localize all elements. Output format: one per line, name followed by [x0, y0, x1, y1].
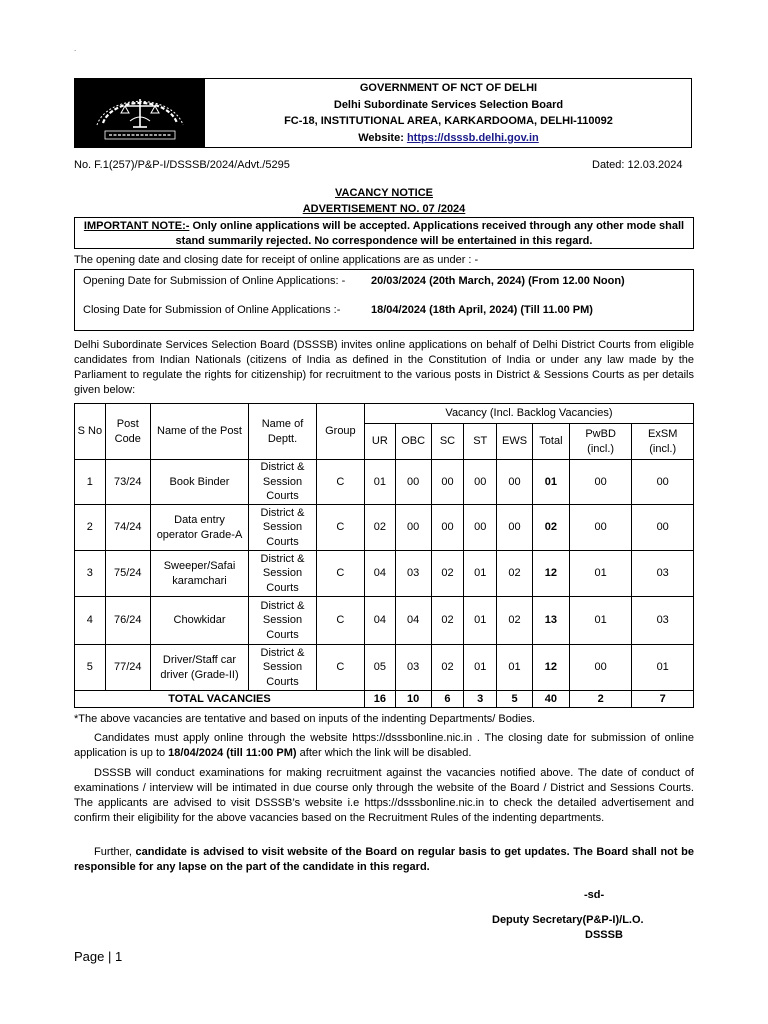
cell-post-name: Data entry operator Grade-A: [150, 505, 248, 551]
cell-deptt: District & Session Courts: [249, 597, 317, 645]
apply-text-2: after which the link will be disabled.: [296, 747, 472, 759]
cell-total: 01: [532, 460, 569, 505]
important-note-label: IMPORTANT NOTE:-: [83, 220, 190, 232]
cell-ews: 02: [497, 551, 533, 597]
vacancy-footnote: *The above vacancies are tentative and based on inputs of the indenting Departments/ Bodies.: [74, 713, 536, 725]
signatory-org: DSSSB: [585, 929, 623, 941]
further-paragraph: [74, 845, 694, 875]
cell-ews: 00: [497, 505, 533, 551]
cell-obc: 03: [395, 645, 431, 691]
total-st: 3: [464, 691, 497, 708]
cell-ews: 02: [497, 597, 533, 645]
apply-text-1: Candidates must apply online through the website https://dsssbonline.nic.in . The closing date for submission of online application is up to: [74, 732, 694, 759]
cell-st: 01: [464, 645, 497, 691]
header-st: ST: [464, 424, 497, 460]
cell-exsm: 03: [632, 551, 694, 597]
cell-sc: 02: [431, 645, 464, 691]
total-pwbd: 2: [569, 691, 632, 708]
cell-sno: 4: [75, 597, 106, 645]
closing-date-label: Closing Date for Submission of Online Applications :-: [83, 304, 341, 316]
cell-exsm: 03: [632, 597, 694, 645]
header-post-code: Post Code: [105, 404, 150, 460]
cell-pwbd: 01: [569, 597, 632, 645]
signatory-designation: Deputy Secretary(P&P-I)/L.O.: [492, 914, 644, 926]
cell-total: 12: [532, 645, 569, 691]
opening-date-label: Opening Date for Submission of Online Applications: -: [83, 275, 346, 287]
total-total: 40: [532, 691, 569, 708]
cell-obc: 04: [395, 597, 431, 645]
letterhead-text: [206, 79, 691, 146]
further-bold-text: candidate is advised to visit website of the Board on regular basis to get updates. The Board shall not be responsible for any lapse on the part of the candidate in this regard.: [74, 846, 694, 873]
table-row: [75, 645, 694, 691]
opening-date-row: [83, 275, 625, 287]
table-header-row: [75, 404, 694, 424]
header-ur: UR: [364, 424, 395, 460]
reference-number: No. F.1(257)/P&P-I/DSSSB/2024/Advt./5295: [74, 159, 290, 171]
cell-sc: 00: [431, 505, 464, 551]
cell-pwbd: 01: [569, 551, 632, 597]
cell-post-code: 74/24: [105, 505, 150, 551]
header-total: Total: [532, 424, 569, 460]
intro-paragraph: Delhi Subordinate Services Selection Board (DSSSB) invites online applications on behalf of Delhi District Courts from eligible candidates from Indian Nationals (citizens of India as defined in the Constitution of India or under any law made by the Parliament to regulate the rights for citizenship) for recruitment to the various posts in District & Sessions Courts as per details given below:: [74, 339, 694, 396]
total-sc: 6: [431, 691, 464, 708]
cell-total: 12: [532, 551, 569, 597]
closing-date-row: [83, 304, 593, 316]
cell-exsm: 00: [632, 505, 694, 551]
opening-date-value: 20/03/2024 (20th March, 2024) (From 12.00 Noon): [371, 275, 625, 287]
cell-post-code: 76/24: [105, 597, 150, 645]
cell-pwbd: 00: [569, 505, 632, 551]
cell-deptt: District & Session Courts: [249, 551, 317, 597]
page-number: Page | 1: [74, 949, 123, 964]
cell-sc: 02: [431, 597, 464, 645]
cell-exsm: 00: [632, 460, 694, 505]
cell-ur: 04: [364, 551, 395, 597]
cell-deptt: District & Session Courts: [249, 505, 317, 551]
cell-post-code: 73/24: [105, 460, 150, 505]
exam-paragraph: DSSSB will conduct examinations for making recruitment against the vacancies notified above. The date of conduct of examinations / interview will be intimated in due course only through the website of the Board / District and Sessions Courts. The applicants are advised to visit DSSSB’s website i.e https://dsssbonline.nic.in to check the detailed advertisement and confirm their eligibility for the above vacancies based on the Recruitment Rules of the indenting departments.: [74, 767, 694, 824]
cell-sc: 00: [431, 460, 464, 505]
page-dot: .: [74, 44, 77, 53]
cell-st: 01: [464, 551, 497, 597]
header-sc: SC: [431, 424, 464, 460]
header-exsm: ExSM (incl.): [632, 424, 694, 460]
total-row: [75, 691, 694, 708]
cell-post-name: Sweeper/Safai karamchari: [150, 551, 248, 597]
cell-group: C: [316, 597, 364, 645]
cell-sno: 2: [75, 505, 106, 551]
table-row: [75, 460, 694, 505]
cell-sc: 02: [431, 551, 464, 597]
cell-deptt: District & Session Courts: [249, 645, 317, 691]
cell-obc: 00: [395, 460, 431, 505]
important-note: [74, 217, 694, 249]
application-dates: [74, 269, 694, 331]
cell-group: C: [316, 645, 364, 691]
cell-ur: 01: [364, 460, 395, 505]
table-row: [75, 597, 694, 645]
cell-ur: 04: [364, 597, 395, 645]
header-sno: S No: [75, 404, 106, 460]
dates-intro: The opening date and closing date for receipt of online applications are as under : -: [74, 254, 479, 266]
cell-sno: 5: [75, 645, 106, 691]
important-note-text1: Only online applications will be accepted. Applications received through any other mode shall: [189, 220, 685, 232]
cell-ews: 01: [497, 645, 533, 691]
apply-closing-date: 18/04/2024 (till 11:00 PM): [168, 747, 297, 759]
govt-name: GOVERNMENT OF NCT OF DELHI: [359, 82, 538, 94]
website-label: Website:: [358, 131, 407, 144]
header-group: Group: [316, 404, 364, 460]
letterhead: [74, 78, 692, 148]
website-line: [206, 130, 691, 147]
cell-st: 00: [464, 460, 497, 505]
cell-total: 13: [532, 597, 569, 645]
cell-sno: 3: [75, 551, 106, 597]
board-address: FC-18, INSTITUTIONAL AREA, KARKARDOOMA, DELHI-110092: [284, 115, 613, 127]
table-row: [75, 551, 694, 597]
cell-post-code: 77/24: [105, 645, 150, 691]
date: Dated: 12.03.2024: [592, 159, 683, 171]
cell-st: 00: [464, 505, 497, 551]
cell-exsm: 01: [632, 645, 694, 691]
cell-pwbd: 00: [569, 460, 632, 505]
cell-ur: 05: [364, 645, 395, 691]
cell-post-name: Driver/Staff car driver (Grade-II): [150, 645, 248, 691]
cell-ur: 02: [364, 505, 395, 551]
important-note-text2: stand summarily rejected. No correspondence will be entertained in this regard.: [175, 235, 593, 247]
cell-group: C: [316, 551, 364, 597]
cell-group: C: [316, 505, 364, 551]
advertisement-number: ADVERTISEMENT NO. 07 /2024: [302, 203, 466, 215]
total-ews: 5: [497, 691, 533, 708]
total-exsm: 7: [632, 691, 694, 708]
total-ur: 16: [364, 691, 395, 708]
total-obc: 10: [395, 691, 431, 708]
closing-date-value: 18/04/2024 (18th April, 2024) (Till 11.00 PM): [371, 304, 593, 316]
cell-group: C: [316, 460, 364, 505]
cell-obc: 03: [395, 551, 431, 597]
cell-ews: 00: [497, 460, 533, 505]
apply-paragraph: [74, 731, 694, 761]
further-text: Further,: [94, 846, 136, 858]
table-row: [75, 505, 694, 551]
website-link[interactable]: https://dsssb.delhi.gov.in: [406, 131, 539, 144]
cell-post-code: 75/24: [105, 551, 150, 597]
header-ews: EWS: [497, 424, 533, 460]
header-deptt: Name of Deptt.: [249, 404, 317, 460]
dsssb-logo: [75, 79, 205, 147]
header-pwbd: PwBD (incl.): [569, 424, 632, 460]
signature-mark: -sd-: [584, 889, 605, 901]
cell-obc: 00: [395, 505, 431, 551]
cell-pwbd: 00: [569, 645, 632, 691]
cell-st: 01: [464, 597, 497, 645]
vacancy-table: [74, 403, 694, 708]
notice-title: VACANCY NOTICE: [335, 187, 433, 199]
cell-post-name: Chowkidar: [150, 597, 248, 645]
cell-sno: 1: [75, 460, 106, 505]
header-vacancy: Vacancy (Incl. Backlog Vacancies): [364, 404, 693, 424]
board-name: Delhi Subordinate Services Selection Board: [333, 98, 564, 111]
header-post-name: Name of the Post: [150, 404, 248, 460]
cell-post-name: Book Binder: [150, 460, 248, 505]
cell-deptt: District & Session Courts: [249, 460, 317, 505]
header-obc: OBC: [395, 424, 431, 460]
total-label: TOTAL VACANCIES: [75, 691, 365, 708]
cell-total: 02: [532, 505, 569, 551]
